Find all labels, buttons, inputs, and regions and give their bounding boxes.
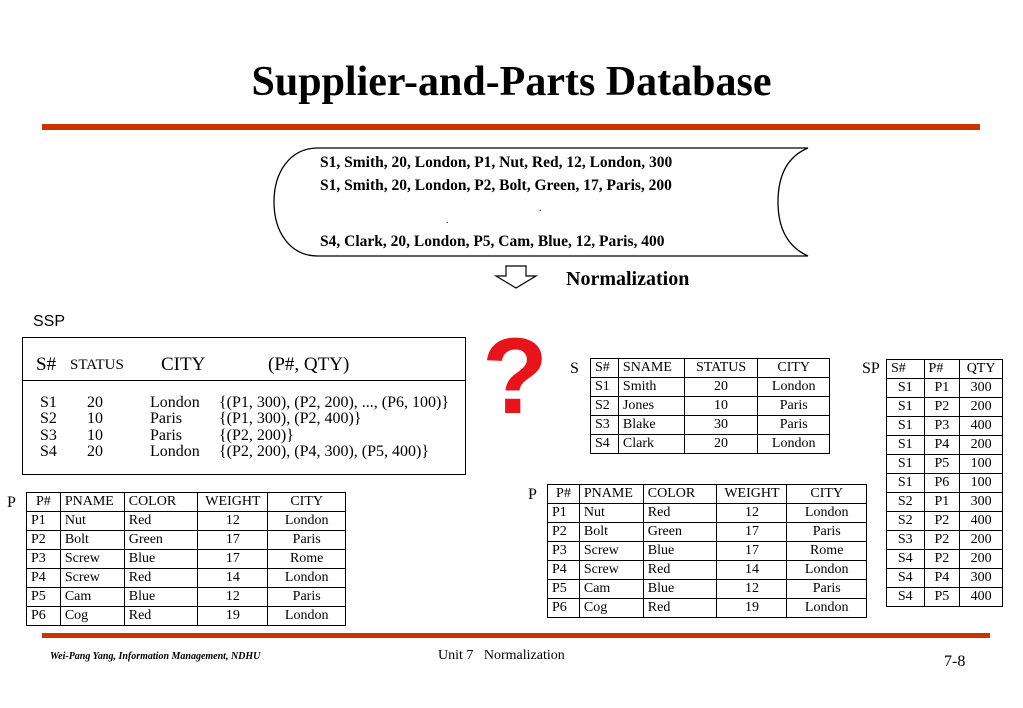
table-row: [27, 531, 346, 550]
table-row: [548, 599, 867, 618]
column-header: P#: [924, 360, 960, 379]
table-cell: P4: [27, 569, 61, 588]
column-header: CITY: [268, 493, 346, 512]
column-header: PNAME: [579, 485, 643, 504]
column-header: S#: [887, 360, 925, 379]
table-row: [887, 512, 1003, 531]
table-cell: P5: [924, 455, 960, 474]
p-table-right: [547, 484, 867, 618]
table-row: [548, 561, 867, 580]
table-cell: 400: [960, 512, 1003, 531]
column-header: CITY: [787, 485, 867, 504]
table-cell: Cog: [60, 607, 124, 626]
table-row: [887, 379, 1003, 398]
table-cell: Cog: [579, 599, 643, 618]
table-row: [548, 523, 867, 542]
table-cell: S1: [887, 455, 925, 474]
p-table-left: [26, 492, 346, 626]
table-cell: 14: [717, 561, 787, 580]
table-cell: Paris: [758, 397, 830, 416]
ssp-city: Paris: [150, 427, 182, 444]
table-cell: Cam: [579, 580, 643, 599]
table-cell: Screw: [60, 569, 124, 588]
table-cell: London: [268, 569, 346, 588]
table-cell: 10: [684, 397, 758, 416]
footer-author: Wei-Pang Yang, Information Management, NDHU: [50, 651, 261, 662]
table-cell: P1: [924, 379, 960, 398]
ssp-header-status: STATUS: [70, 357, 124, 373]
table-cell: S2: [887, 512, 925, 531]
column-header: COLOR: [643, 485, 717, 504]
table-cell: P2: [924, 550, 960, 569]
table-cell: 12: [198, 512, 268, 531]
table-cell: P3: [924, 417, 960, 436]
table-cell: P5: [924, 588, 960, 607]
table-cell: S1: [591, 378, 619, 397]
table-row: [591, 416, 830, 435]
question-mark: ?: [482, 315, 548, 436]
table-cell: Screw: [60, 550, 124, 569]
column-header: COLOR: [124, 493, 198, 512]
table-cell: Red: [643, 561, 717, 580]
table-cell: P2: [548, 523, 580, 542]
ellipsis-dot: .: [446, 215, 449, 226]
table-cell: P4: [924, 436, 960, 455]
table-cell: London: [787, 599, 867, 618]
table-cell: 200: [960, 550, 1003, 569]
ssp-label: SSP: [33, 313, 66, 330]
table-cell: Clark: [618, 435, 684, 454]
table-cell: 19: [198, 607, 268, 626]
table-cell: Red: [124, 569, 198, 588]
scroll-line-3: S4, Clark, 20, London, P5, Cam, Blue, 12, Paris, 400: [320, 233, 665, 250]
scroll-line-2: S1, Smith, 20, London, P2, Bolt, Green, 17, Paris, 200: [320, 177, 672, 194]
footer-unit: Unit 7 Normalization: [438, 648, 565, 663]
table-cell: 300: [960, 379, 1003, 398]
table-cell: P5: [548, 580, 580, 599]
column-header: PNAME: [60, 493, 124, 512]
table-cell: Jones: [618, 397, 684, 416]
ssp-city: Paris: [150, 410, 182, 427]
table-cell: Paris: [268, 531, 346, 550]
table-cell: Paris: [758, 416, 830, 435]
table-cell: 17: [717, 523, 787, 542]
table-cell: P3: [27, 550, 61, 569]
ssp-header-sno: S#: [36, 354, 57, 375]
table-cell: Rome: [268, 550, 346, 569]
table-row: [591, 378, 830, 397]
column-header: P#: [548, 485, 580, 504]
table-cell: S2: [887, 493, 925, 512]
table-cell: S2: [591, 397, 619, 416]
column-header: P#: [27, 493, 61, 512]
table-row: [591, 397, 830, 416]
table-cell: S1: [887, 436, 925, 455]
table-cell: Screw: [579, 542, 643, 561]
table-cell: London: [268, 512, 346, 531]
table-cell: Blue: [124, 588, 198, 607]
table-row: [887, 417, 1003, 436]
table-cell: 100: [960, 474, 1003, 493]
table-cell: 200: [960, 398, 1003, 417]
table-cell: 300: [960, 569, 1003, 588]
table-cell: P2: [924, 512, 960, 531]
table-row: [887, 569, 1003, 588]
title-divider: [42, 124, 980, 130]
ssp-status: 10: [87, 410, 103, 427]
table-cell: Rome: [787, 542, 867, 561]
table-cell: Nut: [60, 512, 124, 531]
table-cell: Nut: [579, 504, 643, 523]
p-left-label: P: [7, 494, 16, 511]
ssp-header-pq: (P#, QTY): [268, 354, 350, 375]
table-cell: 17: [198, 550, 268, 569]
table-cell: Bolt: [60, 531, 124, 550]
table-cell: Cam: [60, 588, 124, 607]
table-row: [887, 550, 1003, 569]
table-cell: Bolt: [579, 523, 643, 542]
table-cell: 14: [198, 569, 268, 588]
sp-table: [886, 359, 1003, 607]
s-label: S: [570, 360, 579, 377]
table-cell: 300: [960, 493, 1003, 512]
table-cell: S4: [887, 550, 925, 569]
table-row: [27, 607, 346, 626]
ssp-city: London: [150, 443, 200, 460]
table-row: [887, 398, 1003, 417]
ssp-pq: {(P1, 300), (P2, 200), ..., (P6, 100)}: [219, 394, 450, 411]
table-cell: 100: [960, 455, 1003, 474]
table-cell: Screw: [579, 561, 643, 580]
table-cell: 20: [684, 378, 758, 397]
table-row: [887, 531, 1003, 550]
column-header: WEIGHT: [717, 485, 787, 504]
table-cell: S3: [591, 416, 619, 435]
table-cell: Paris: [787, 580, 867, 599]
table-cell: P5: [27, 588, 61, 607]
table-cell: P2: [27, 531, 61, 550]
ssp-sno: S4: [40, 443, 57, 460]
table-header-row: [887, 360, 1003, 379]
table-cell: P6: [924, 474, 960, 493]
ssp-sno: S3: [40, 427, 57, 444]
column-header: QTY: [960, 360, 1003, 379]
table-cell: 19: [717, 599, 787, 618]
table-row: [887, 588, 1003, 607]
table-row: [548, 542, 867, 561]
table-cell: P3: [548, 542, 580, 561]
ssp-status: 20: [87, 443, 103, 460]
footer-divider: [42, 633, 990, 638]
table-cell: Paris: [787, 523, 867, 542]
ssp-city: London: [150, 394, 200, 411]
table-cell: London: [787, 504, 867, 523]
table-cell: 17: [198, 531, 268, 550]
table-cell: 30: [684, 416, 758, 435]
table-row: [548, 504, 867, 523]
p-right-label: P: [528, 486, 537, 503]
scroll-line-1: S1, Smith, 20, London, P1, Nut, Red, 12, London, 300: [320, 154, 673, 171]
ssp-status: 20: [87, 394, 103, 411]
table-row: [27, 588, 346, 607]
ssp-pq: {(P2, 200), (P4, 300), (P5, 400)}: [219, 443, 430, 460]
table-row: [27, 512, 346, 531]
table-row: [27, 550, 346, 569]
table-cell: 200: [960, 436, 1003, 455]
table-cell: Red: [643, 504, 717, 523]
table-cell: S1: [887, 398, 925, 417]
ssp-pq: {(P2, 200)}: [219, 427, 294, 444]
table-cell: Green: [124, 531, 198, 550]
column-header: STATUS: [684, 359, 758, 378]
table-cell: P2: [924, 531, 960, 550]
table-cell: P2: [924, 398, 960, 417]
table-cell: London: [758, 435, 830, 454]
table-cell: P4: [548, 561, 580, 580]
column-header: WEIGHT: [198, 493, 268, 512]
table-cell: Red: [124, 512, 198, 531]
table-header-row: [591, 359, 830, 378]
table-cell: S4: [591, 435, 619, 454]
normalization-label: Normalization: [566, 268, 690, 290]
ssp-header-divider: [22, 380, 466, 381]
table-cell: Blue: [124, 550, 198, 569]
table-row: [887, 493, 1003, 512]
table-cell: Green: [643, 523, 717, 542]
table-cell: Blue: [643, 580, 717, 599]
column-header: SNAME: [618, 359, 684, 378]
table-cell: S1: [887, 474, 925, 493]
table-cell: S4: [887, 569, 925, 588]
table-cell: 20: [684, 435, 758, 454]
table-row: [887, 436, 1003, 455]
table-row: [591, 435, 830, 454]
column-header: S#: [591, 359, 619, 378]
table-cell: P1: [27, 512, 61, 531]
table-cell: 200: [960, 531, 1003, 550]
table-cell: Blue: [643, 542, 717, 561]
ssp-header-city: CITY: [161, 354, 206, 375]
column-header: CITY: [758, 359, 830, 378]
table-cell: Red: [643, 599, 717, 618]
table-cell: 12: [717, 580, 787, 599]
table-cell: S4: [887, 588, 925, 607]
table-cell: Smith: [618, 378, 684, 397]
table-cell: S3: [887, 531, 925, 550]
table-header-row: [548, 485, 867, 504]
table-cell: London: [268, 607, 346, 626]
table-cell: 17: [717, 542, 787, 561]
table-cell: 12: [198, 588, 268, 607]
table-cell: Blake: [618, 416, 684, 435]
table-cell: S1: [887, 417, 925, 436]
slide-number: 7-8: [944, 653, 966, 670]
sp-label: SP: [862, 360, 880, 377]
table-row: [887, 474, 1003, 493]
table-cell: P4: [924, 569, 960, 588]
table-cell: P6: [27, 607, 61, 626]
table-cell: 400: [960, 588, 1003, 607]
table-cell: S1: [887, 379, 925, 398]
table-cell: P6: [548, 599, 580, 618]
ssp-sno: S2: [40, 410, 57, 427]
table-cell: Paris: [268, 588, 346, 607]
table-row: [548, 580, 867, 599]
slide-title: Supplier-and-Parts Database: [251, 59, 772, 105]
table-row: [887, 455, 1003, 474]
down-arrow-icon: [494, 265, 538, 289]
table-cell: Red: [124, 607, 198, 626]
ssp-status: 10: [87, 427, 103, 444]
table-header-row: [27, 493, 346, 512]
ssp-pq: {(P1, 300), (P2, 400)}: [219, 410, 362, 427]
ellipsis-dot: .: [539, 203, 542, 214]
table-cell: P1: [924, 493, 960, 512]
table-cell: 12: [717, 504, 787, 523]
table-cell: 400: [960, 417, 1003, 436]
ssp-sno: S1: [40, 394, 57, 411]
table-cell: P1: [548, 504, 580, 523]
s-table: [590, 358, 830, 454]
table-cell: London: [787, 561, 867, 580]
table-cell: London: [758, 378, 830, 397]
table-row: [27, 569, 346, 588]
